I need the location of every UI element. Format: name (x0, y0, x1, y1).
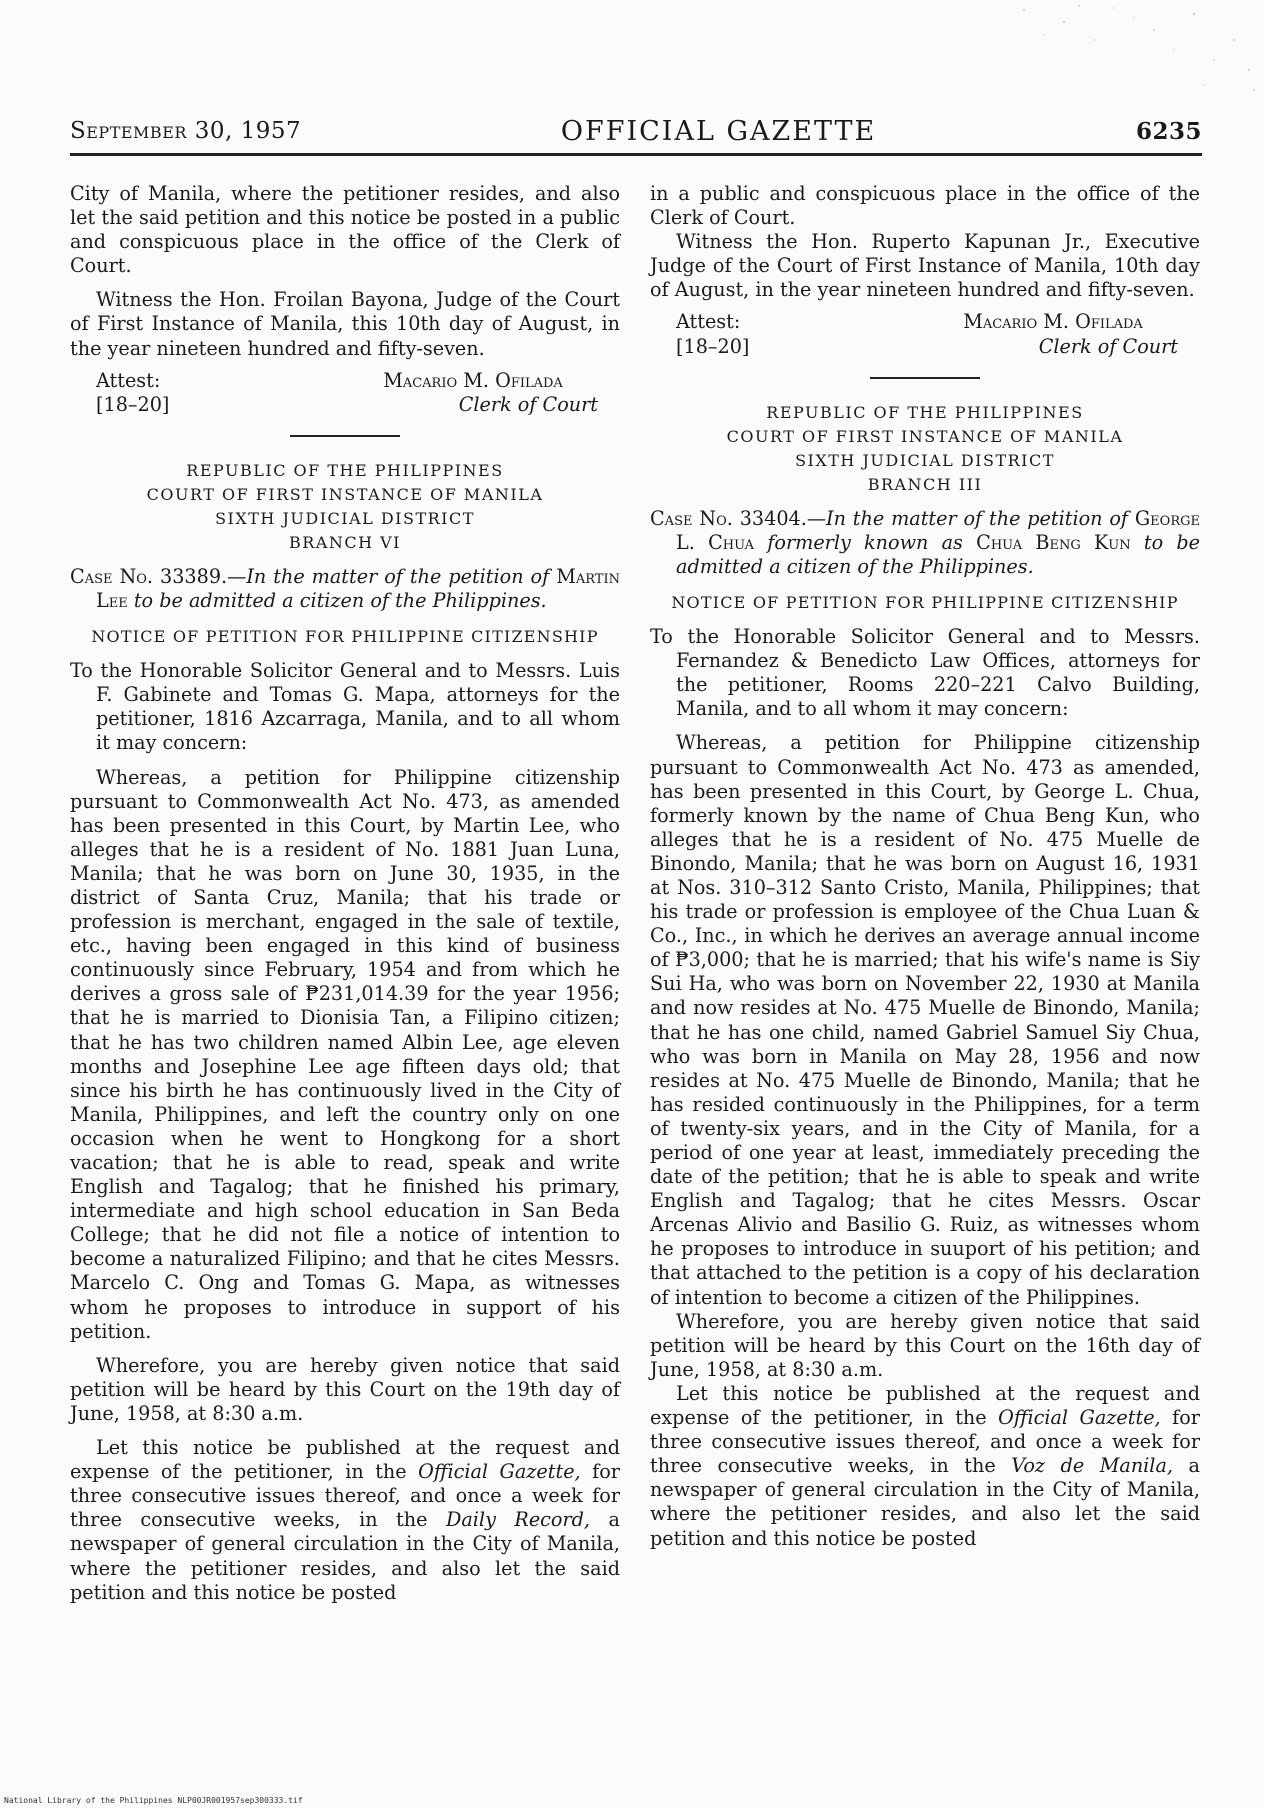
court-line: SIXTH JUDICIAL DISTRICT (795, 450, 1055, 470)
left-column (70, 182, 620, 1605)
attest-label: Attest: (676, 310, 741, 334)
page-number: 6235 (1135, 117, 1202, 145)
case-number: Case No. 33389.— (70, 564, 247, 588)
court-heading (70, 459, 620, 555)
newspaper-name: Daily Record, (445, 1508, 591, 1532)
text-run: a newspaper of general circulation in the City of Manila, where the petitioner resides, and also let the said petition and this notice be posted (70, 1508, 620, 1604)
publication-name: Official Gazette, (998, 1406, 1161, 1430)
publication-name: Official Gazette, (418, 1460, 581, 1484)
court-line: BRANCH VI (288, 532, 401, 552)
text-run: a newspaper of general circulation in the City of Manila, where the petitioner resides, and also let the said petition and this notice be posted (650, 1454, 1200, 1550)
petitioner-name: George L. Chua (676, 506, 1200, 554)
court-line: REPUBLIC OF THE PHILIPPINES (766, 402, 1084, 422)
paragraph: City of Manila, where the petitioner resides, and also let the said petition and this notice be posted in a public and conspicuous place in the office of the Clerk of Court. (70, 182, 620, 278)
address-paragraph: To the Honorable Solicitor General and to Messrs. Fernandez & Benedicto Law Offices, attorneys for the petitioner, Rooms 220–221 Calvo Building, Manila, and to all whom it may concern: (650, 625, 1200, 721)
attest-block (70, 369, 620, 417)
attest-ref: [18–20] (96, 392, 170, 416)
text-run: Let this notice be published at the request and expense of the petitioner, in the (650, 1381, 1200, 1430)
separator (290, 435, 400, 437)
court-line: REPUBLIC OF THE PHILIPPINES (186, 460, 504, 480)
right-column (650, 182, 1200, 1551)
paragraph: Wherefore, you are hereby given notice that said petition will be heard by this Court on the 16th day of June, 1958, at 8:30 a.m. (650, 1309, 1200, 1381)
attest-ref: [18–20] (676, 334, 750, 358)
attest-signer: Macario M. Ofilada (383, 368, 563, 392)
case-text: formerly known as (767, 530, 963, 554)
notice-title: NOTICE OF PETITION FOR PHILIPPINE CITIZENSHIP (671, 592, 1179, 612)
case-text: to be admitted a citizen of the Philippines. (133, 588, 547, 612)
issue-date: September 30, 1957 (70, 118, 302, 144)
paragraph: Wherefore, you are hereby given notice that said petition will be heard by this Court on the 19th day of June, 1958, at 8:30 a.m. (70, 1353, 620, 1425)
text-run: for three consecutive issues thereof, and once a week for three consecutive weeks, in the (70, 1460, 620, 1532)
paragraph: in a public and conspicuous place in the office of the Clerk of Court. (650, 182, 1200, 230)
petitioner-former-name: Chua Beng Kun (976, 530, 1131, 554)
separator (870, 377, 980, 379)
attest-title: Clerk of Court (458, 392, 598, 416)
paragraph: Witness the Hon. Froilan Bayona, Judge of the Court of First Instance of Manila, this 10th day of August, in the year nineteen hundred and fifty-seven. (70, 288, 620, 360)
court-heading (650, 401, 1200, 497)
attest-block (650, 310, 1200, 358)
court-line: BRANCH III (867, 474, 983, 494)
court-line: COURT OF FIRST INSTANCE OF MANILA (726, 426, 1124, 446)
case-number: Case No. 33404.— (650, 506, 827, 530)
notice-title: NOTICE OF PETITION FOR PHILIPPINE CITIZENSHIP (91, 627, 599, 647)
address-paragraph: To the Honorable Solicitor General and to Messrs. Luis F. Gabinete and Tomas G. Mapa, attorneys for the petitioner, 1816 Azcarraga, Manila, and to all whom it may concern: (70, 659, 620, 755)
text-run: Let this notice be published at the request and expense of the petitioner, in the (70, 1436, 620, 1484)
case-text: to be admitted a citizen of the Philippines. (676, 530, 1201, 578)
publication-title: OFFICIAL GAZETTE (560, 115, 877, 147)
scan-noise-decoration (1004, 0, 1264, 100)
paragraph: Witness the Hon. Ruperto Kapunan Jr., Executive Judge of the Court of First Instance of Manila, 10th day of August, in the year nineteen hundred and fifty-seven. (650, 230, 1200, 302)
case-caption (650, 507, 1200, 579)
attest-signer: Macario M. Ofilada (963, 310, 1143, 334)
court-line: COURT OF FIRST INSTANCE OF MANILA (146, 484, 544, 504)
paragraph (70, 1436, 620, 1605)
newspaper-name: Voz de Manila, (1011, 1454, 1173, 1478)
case-text: In the matter of the petition of (246, 564, 550, 588)
running-header (70, 108, 1202, 154)
text-run: for three consecutive issues thereof, and once a week for three consecutive weeks, in the (650, 1406, 1200, 1478)
court-line: SIXTH JUDICIAL DISTRICT (215, 508, 475, 528)
paragraph (650, 1382, 1200, 1551)
case-text: In the matter of the petition of (826, 506, 1128, 530)
paragraph: Whereas, a petition for Philippine citizenship pursuant to Commonwealth Act No. 473, as amended has been presented in this Court, by Martin Lee, who alleges that he is a resident of No. 1881 Juan Luna, Manila; that he was born on June 30, 1935, in the district of Santa Cruz, Manila; that his trade or profession is merchant, engaged in the sale of textile, etc., having been engaged in this kind of business continuously since February, 1954 and from which he derives a gross sale of ₱231,014.39 for the year 1956; that he is married to Dionisia Tan, a Filipino citizen; that he has two children named Albin Lee, age eleven months and Josephine Lee age fifteen days old; that since his birth he has continuously lived in the City of Manila, Philippines, and left the country only on one occasion when he went to Hongkong for a short vacation; that he is able to read, speak and write English and Tagalog; that he finished his primary, intermediate and high school education in San Beda College; that he did not file a notice of intention to become a naturalized Filipino; and that he cites Messrs. Marcelo C. Ong and Tomas G. Mapa, as witnesses whom he proposes to introduce in support of his petition. (70, 765, 620, 1343)
scan-footer: National Library of the Philippines NLP00JR001957sep300333.tif (4, 1796, 303, 1805)
header-rule (70, 153, 1202, 156)
attest-label: Attest: (96, 368, 161, 392)
petitioner-name: Martin Lee (96, 564, 620, 612)
paragraph: Whereas, a petition for Philippine citizenship pursuant to Commonwealth Act No. 473 as amended, has been presented in this Court, by George L. Chua, formerly known by the name of Chua Beng Kun, who alleges that he is a resident of No. 475 Muelle de Binondo, Manila; that he was born on August 16, 1931 at Nos. 310–312 Santo Cristo, Manila, Philippines; that his trade or profession is employee of the Chua Luan & Co., Inc., in which he derives an average annual income of ₱3,000; that he is married; that his wife's name is Siy Sui Ha, who was born on November 22, 1930 at Manila and now resides at No. 475 Muelle de Binondo, Manila; that he has one child, named Gabriel Samuel Siy Chua, who was born in Manila on May 28, 1956 and now resides at No. 475 Muelle de Binondo, Manila; that he has resided continuously in the Philippines, for a term of twenty-six years, and in the City of Manila, for a period of one year at least, immediately preceding the date of the petition; that he is able to speak and write English and Tagalog; that he cites Messrs. Oscar Arcenas Alivio and Basilio G. Ruiz, as witnesses whom he proposes to introduce in suuport of his petition; and that attached to the petition is a copy of his declaration of intention to become a citizen of the Philippines. (650, 731, 1200, 1309)
case-caption (70, 565, 620, 613)
attest-title: Clerk of Court (1038, 334, 1178, 358)
